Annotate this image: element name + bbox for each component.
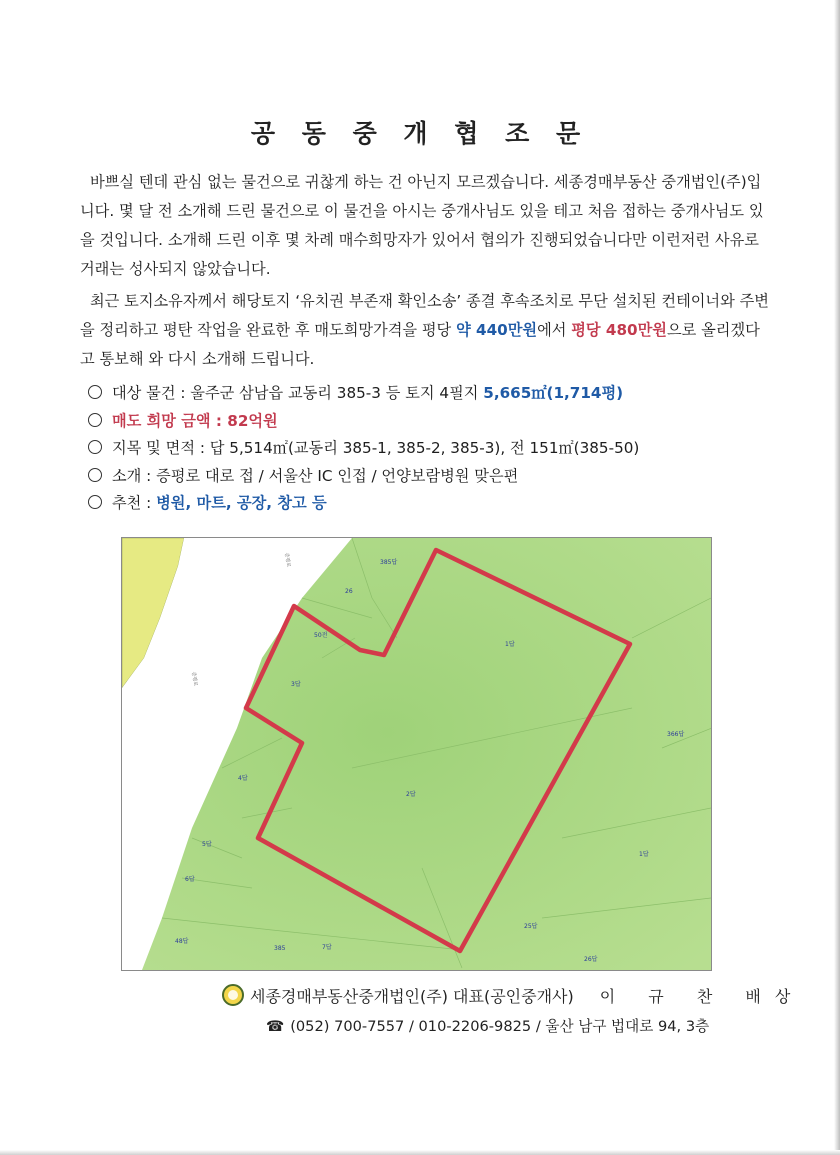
bullet-target-property xyxy=(88,380,788,406)
telephone-icon: ☎ xyxy=(266,1018,285,1035)
parcel-label: 385 xyxy=(274,945,286,952)
circle-bullet-icon xyxy=(88,495,102,509)
parcel-label: 48답 xyxy=(175,938,189,945)
cadastral-map xyxy=(121,537,712,971)
parcel-label: 385답 xyxy=(380,559,398,566)
recommended-uses-highlight: 병원, 마트, 공장, 창고 등 xyxy=(156,494,327,513)
company-signature xyxy=(222,984,804,1010)
asking-price-highlight: 매도 희망 금액 : 82억원 xyxy=(112,411,278,430)
parcel-label: 4답 xyxy=(238,775,248,782)
parcel-label: 25답 xyxy=(524,923,538,930)
parcel-label: 6답 xyxy=(185,876,195,883)
representative-name: 이 규 찬 배상 xyxy=(599,987,805,1006)
cadastral-map-svg xyxy=(122,538,711,970)
parcel-label: 1답 xyxy=(639,851,649,858)
scan-edge-shadow xyxy=(834,0,840,1155)
circle-bullet-icon xyxy=(88,440,102,454)
bullet-label: 소개 : 증평로 대로 접 / 서울산 IC 인접 / 언양보람병원 맞은편 xyxy=(112,466,519,485)
road-label: 증평로 xyxy=(283,552,292,568)
parcel-label: 2답 xyxy=(406,791,416,798)
circle-bullet-icon xyxy=(88,468,102,482)
parcel-label: 7답 xyxy=(322,944,332,951)
company-seal-icon xyxy=(222,984,244,1006)
contact-info xyxy=(266,1015,709,1039)
parcel-label: 1답 xyxy=(505,641,515,648)
new-price-highlight: 평당 480만원 xyxy=(571,321,667,339)
parcel-label: 5답 xyxy=(202,841,212,848)
paragraph2-text-3: 으로 올리겠다고 통보해 와 다시 소개해 드립니다. xyxy=(80,321,760,368)
document-title: 공 동 중 개 협 조 문 xyxy=(250,119,590,148)
scan-edge-shadow-bottom xyxy=(0,1150,840,1155)
parcel-label: 50전 xyxy=(314,632,328,639)
previous-price-highlight: 약 440만원 xyxy=(456,321,538,339)
property-details-list xyxy=(88,380,788,518)
company-name: 세종경매부동산중개법인(주) 대표(공인중개사) xyxy=(250,987,574,1006)
bullet-label: 대상 물건 : 울주군 삼남읍 교동리 385-3 등 토지 4필지 xyxy=(112,384,484,402)
parcel-label: 366답 xyxy=(667,731,685,738)
parcel-label: 26답 xyxy=(584,956,598,963)
road-label-2: 증평로 xyxy=(190,671,199,687)
bullet-land-category xyxy=(88,435,788,461)
parcel-label: 3답 xyxy=(291,681,301,688)
bullet-recommendation xyxy=(88,490,788,516)
area-highlight: 5,665㎡(1,714평) xyxy=(483,384,624,402)
bullet-introduction xyxy=(88,463,788,489)
paragraph2-text-2: 에서 xyxy=(537,321,572,339)
bullet-asking-price xyxy=(88,408,788,434)
circle-bullet-icon xyxy=(88,413,102,427)
bullet-label: 추천 : xyxy=(112,494,157,513)
intro-paragraph: 바쁘실 텐데 관심 없는 물건으로 귀찮게 하는 건 아닌지 모르겠습니다. 세종경매부동산 중개법인(주)입니다. 몇 달 전 소개해 드린 물건으로 이 물건을 아시는 중개사님도 있을 테고 처음 접하는 중개사님도 있을 것입니다. 소개해 드린 이후 몇 차례 매수희망자가 있어서 협의가 진행되었습니다만 이런저런 사유로 거래는 성사되지 않았습니다. xyxy=(80,173,764,278)
parcel-label: 26 xyxy=(345,588,353,595)
paragraph2-text-1: 최근 토지소유자께서 해당토지 ‘유치권 부존재 확인소송’ 종결 후속조치로 무단 설치된 컨테이너와 주변을 정리하고 평탄 작업을 완료한 후 매도희망가격을 평당 xyxy=(80,292,769,339)
circle-bullet-icon xyxy=(88,385,102,399)
bullet-label: 지목 및 면적 : 답 5,514㎡(교동리 385-1, 385-2, 385-3), 전 151㎡(385-50) xyxy=(112,439,640,458)
contact-text: (052) 700-7557 / 010-2206-9825 / 울산 남구 법대로 94, 3층 xyxy=(290,1018,710,1035)
price-update-paragraph xyxy=(80,287,770,374)
